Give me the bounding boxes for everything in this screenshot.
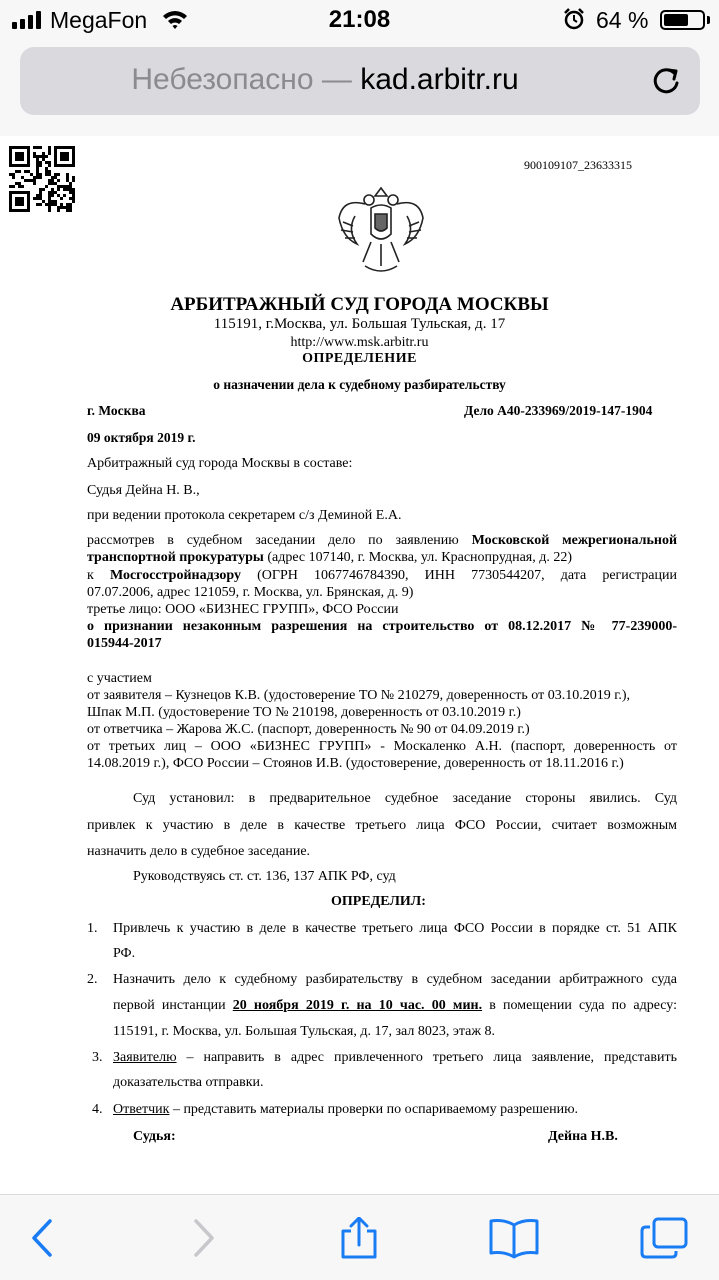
url-text[interactable] <box>20 63 630 97</box>
city: г. Москва <box>87 403 146 418</box>
item-3-line-1: Заявителю – направить в адрес привлеченного третьего лица заявление, представить <box>113 1050 677 1065</box>
item-1-line-2: РФ. <box>113 946 136 961</box>
item-2-line-3: 115191, г. Москва, ул. Большая Тульская, д. 17, зал 8023, этаж 8. <box>113 1024 496 1039</box>
coat-of-arms-icon <box>335 182 427 278</box>
court-name: АРБИТРАЖНЫЙ СУД ГОРОДА МОСКВЫ <box>170 294 549 315</box>
participants-line-4: от ответчика – Жарова Ж.С. (паспорт, доверенность № 90 от 04.09.2019 г.) <box>87 722 530 737</box>
signature-label: Судья: <box>133 1129 176 1144</box>
share-icon[interactable] <box>337 1217 381 1259</box>
hearing-date: 20 ноября 2019 г. на 10 час. 00 мин. <box>232 998 483 1013</box>
doc-subject: о назначении дела к судебному разбирательству <box>213 377 506 392</box>
established-line-3: назначить дело в судебное заседание. <box>87 844 311 859</box>
address-bar[interactable] <box>20 47 700 115</box>
doc-id: 900109107_23633315 <box>524 158 632 172</box>
claim-line-7: 015944-2017 <box>87 636 162 651</box>
item-1-line-1: Привлечь к участию в деле в качестве третьего лица ФСО России в порядке ст. 51 АПК <box>113 921 677 936</box>
signature-name: Дейна Н.В. <box>548 1129 618 1144</box>
document-page <box>0 136 719 1194</box>
participants-line-5: от третьих лиц – ООО «БИЗНЕС ГРУПП» - Москаленко А.Н. (паспорт, доверенность от <box>87 739 677 754</box>
court-address: 115191, г.Москва, ул. Большая Тульская, д. 17 <box>213 316 506 332</box>
doc-type: ОПРЕДЕЛЕНИЕ <box>302 351 417 366</box>
back-chevron-icon[interactable] <box>22 1217 66 1259</box>
url-domain: kad.arbitr.ru <box>360 63 519 96</box>
judge: Судья Дейна Н. В., <box>87 483 200 498</box>
guided-by: Руководствуясь ст. ст. 136, 137 АПК РФ, суд <box>133 869 396 884</box>
item-4-line-1: Ответчик – представить материалы проверки по оспариваемому разрешению. <box>113 1102 579 1117</box>
battery-icon <box>660 10 705 30</box>
participants-line-2: от заявителя – Кузнецов К.В. (удостоверение ТО № 210279, доверенность от 03.10.2019 г.), <box>87 688 631 703</box>
decided-heading: ОПРЕДЕЛИЛ: <box>331 894 426 909</box>
item-2-line-2: первой инстанции 20 ноября 2019 г. на 10 час. 00 мин. в помещении суда по адресу: <box>113 998 677 1013</box>
alarm-icon <box>563 8 585 30</box>
reload-icon[interactable] <box>650 65 682 97</box>
bottom-toolbar <box>0 1194 719 1280</box>
item-2-number: 2. <box>87 972 98 987</box>
doc-date: 09 октября 2019 г. <box>87 430 196 445</box>
battery-fill <box>664 14 688 26</box>
forward-chevron-icon[interactable] <box>180 1217 224 1259</box>
tabs-icon[interactable] <box>640 1217 690 1259</box>
claim-line-4: 07.07.2006, адрес 121059, г. Москва, ул. Брянская, д. 9) <box>87 585 414 600</box>
claim-line-6: о признании незаконным разрешения на строительство от 08.12.2017 № 77-239000- <box>87 619 677 634</box>
case-number: Дело А40-233969/2019-147-1904 <box>464 403 653 418</box>
item-4-number: 4. <box>92 1102 103 1117</box>
claim-line-2: транспортной прокуратуры (адрес 107140, г. Москва, ул. Краснопрудная, д. 22) <box>87 550 573 565</box>
established-line-2: привлек к участию в деле в качестве третьего лица ФСО России, считает возможным <box>87 818 677 833</box>
claim-line-3: к Мосгосстройнадзору (ОГРН 1067746784390, ИНН 7730544207, дата регистрации <box>87 568 677 583</box>
item-3-number: 3. <box>92 1050 103 1065</box>
participants-line-1: с участием <box>87 671 152 686</box>
court-site: http://www.msk.arbitr.ru <box>290 335 429 350</box>
clock: 21:08 <box>328 6 391 33</box>
established-line-1: Суд установил: в предварительное судебное заседание стороны явились. Суд <box>133 791 677 806</box>
battery-tip <box>707 16 710 24</box>
battery-percent: 64 % <box>596 7 649 33</box>
status-bar <box>0 0 719 40</box>
participants-line-3: Шпак М.П. (удостоверение ТО № 210198, доверенность от 03.10.2019 г.) <box>87 705 521 720</box>
item-3-line-2: доказательства отправки. <box>113 1075 264 1090</box>
carrier-name: MegaFon <box>50 7 148 33</box>
item-2-line-1: Назначить дело к судебному разбирательству в судебном заседании арбитражного суда <box>113 972 677 987</box>
security-label: Небезопасно — <box>131 63 352 96</box>
qr-code-icon <box>9 146 75 212</box>
participants-line-6: 14.08.2019 г.), ФСО России – Стоянов И.В. (удостоверение, доверенность от 18.11.2016 г.) <box>87 756 624 771</box>
item-1-number: 1. <box>87 921 98 936</box>
court-composition: Арбитражный суд города Москвы в составе: <box>87 456 353 471</box>
bookmarks-icon[interactable] <box>488 1217 540 1259</box>
secretary: при ведении протокола секретарем с/з Деминой Е.А. <box>87 508 402 523</box>
claim-line-1: рассмотрев в судебном заседании дело по заявлению Московской межрегиональной <box>87 533 678 548</box>
claim-line-5: третье лицо: ООО «БИЗНЕС ГРУПП», ФСО России <box>87 602 399 617</box>
